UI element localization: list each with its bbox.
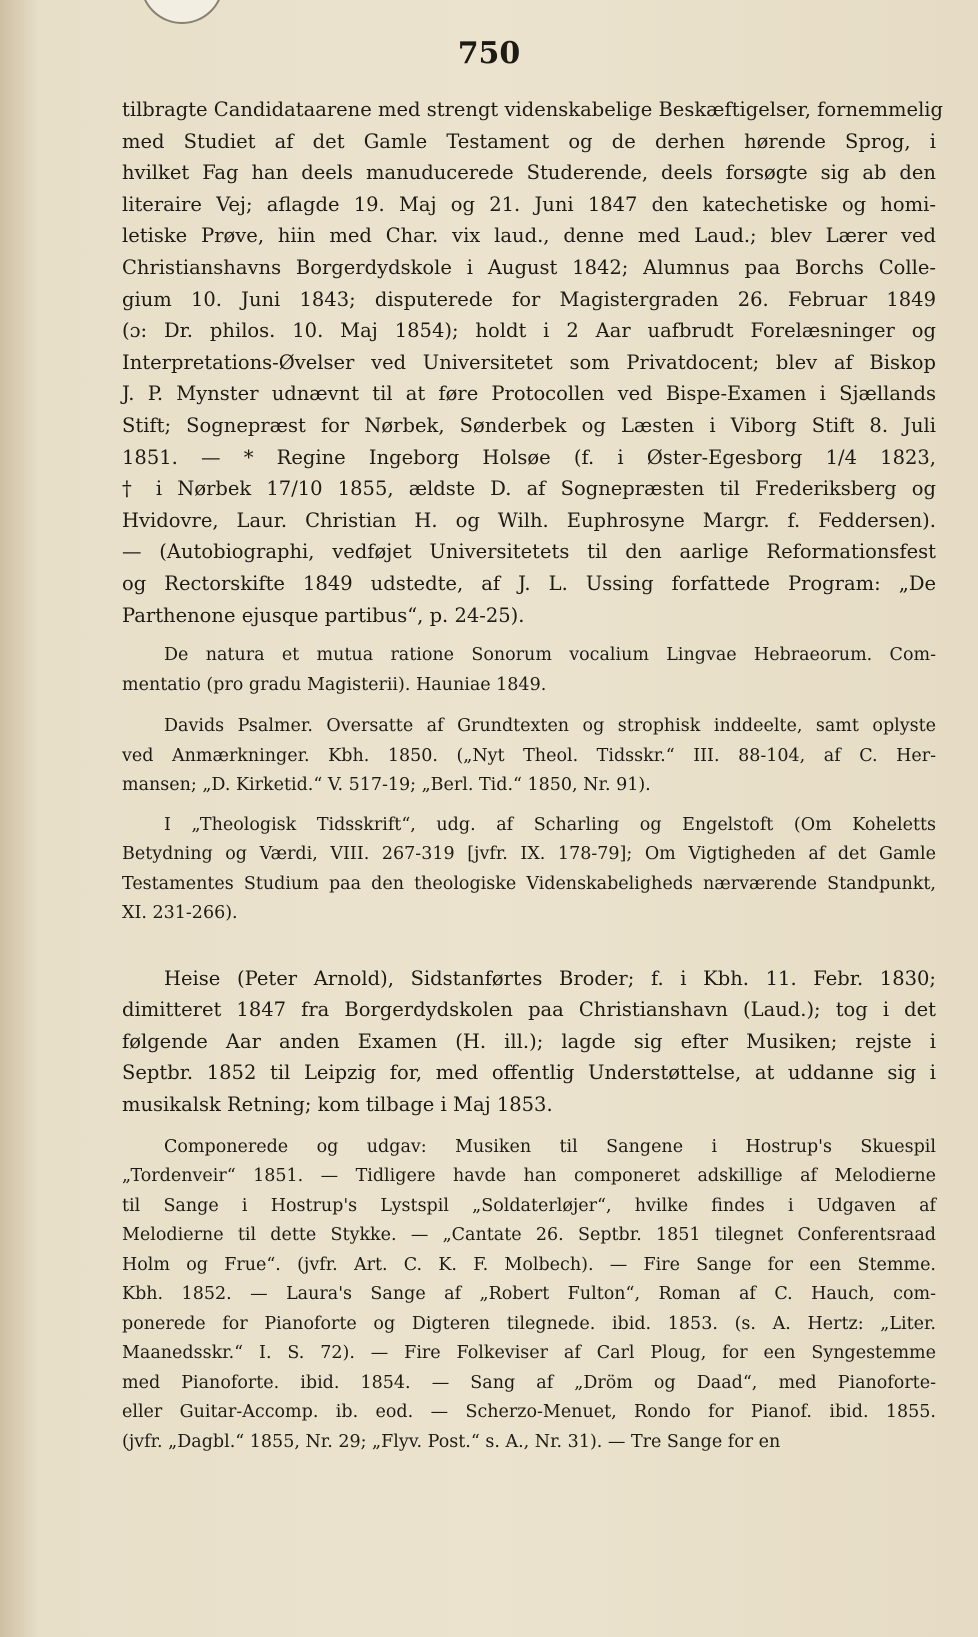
page-text	[122, 94, 944, 1457]
paragraph-work-davids-psalmer	[122, 712, 936, 801]
text-line: Hvidovre, Laur. Christian H. og Wilh. Euphrosyne Margr. f. Feddersen).	[122, 508, 936, 532]
text-line: De natura et mutua ratione Sonorum vocalium Lingvae Hebraeorum. Com-	[164, 645, 936, 666]
paragraph-work-theologisk-tidsskrift	[122, 811, 936, 929]
text-line: Holm og Frue“. (jvfr. Art. C. K. F. Molbech). — Fire Sange for een Stemme.	[122, 1254, 936, 1275]
paragraph-gap	[122, 700, 936, 712]
paragraph-gap	[122, 631, 936, 641]
text-line: Testamentes Studium paa den theologiske Videnskabeligheds nærværende Standpunkt,	[122, 873, 936, 894]
text-line: literaire Vej; aflagde 19. Maj og 21. Juni 1847 den katechetiske og homi-	[122, 192, 936, 216]
paragraph-heise-works	[122, 1133, 936, 1458]
text-line: Betydning og Værdi, VIII. 267-319 [jvfr. IX. 178-79]; Om Vigtigheden af det Gamle	[122, 844, 936, 865]
text-line: Maanedsskr.“ I. S. 72). — Fire Folkeviser af Carl Ploug, for een Syngestemme	[122, 1343, 936, 1364]
text-line: Christianshavns Borgerdydskole i August 1842; Alumnus paa Borchs Colle-	[122, 255, 936, 279]
text-line: ponerede for Pianoforte og Digteren tilegnede. ibid. 1853. (s. A. Hertz: „Liter.	[122, 1313, 936, 1334]
text-line: Septbr. 1852 til Leipzig for, med offentlig Understøttelse, at uddanne sig i	[122, 1061, 936, 1085]
text-line: (jvfr. „Dagbl.“ 1855, Nr. 29; „Flyv. Post.“ s. A., Nr. 31). — Tre Sange for en	[122, 1431, 781, 1452]
page-number: 750	[457, 36, 521, 71]
paragraph-work-de-natura	[122, 641, 936, 700]
paragraph-heise-entry	[122, 963, 936, 1121]
text-line: † i Nørbek 17/10 1855, ældste D. af Sognepræsten til Frederiksberg og	[122, 477, 936, 501]
text-line: eller Guitar-Accomp. ib. eod. — Scherzo-Menuet, Rondo for Pianof. ibid. 1855.	[122, 1402, 936, 1423]
text-line: letiske Prøve, hiin med Char. vix laud., denne med Laud.; blev Lærer ved	[122, 224, 936, 248]
text-line: hvilket Fag han deels manuducerede Studerende, deels forsøgte sig ab den	[122, 161, 936, 185]
text-line: Kbh. 1852. — Laura's Sange af „Robert Fulton“, Roman af C. Hauch, com-	[122, 1284, 936, 1305]
text-line: gium 10. Juni 1843; disputerede for Magistergraden 26. Februar 1849	[122, 287, 936, 311]
text-line: mentatio (pro gradu Magisterii). Hauniae 1849.	[122, 674, 547, 695]
text-line: og Rectorskifte 1849 udstedte, af J. L. Ussing forfattede Program: „De	[122, 571, 936, 595]
text-line: Heise (Peter Arnold), Sidstanførtes Broder; f. i Kbh. 11. Febr. 1830;	[164, 966, 936, 990]
text-line: Melodierne til dette Stykke. — „Cantate 26. Septbr. 1851 tilegnet Conferentsraad	[122, 1225, 936, 1246]
text-line: følgende Aar anden Examen (H. ill.); lagde sig efter Musiken; rejste i	[122, 1029, 936, 1053]
text-line: Parthenone ejusque partibus“, p. 24-25).	[122, 603, 525, 627]
text-line: (ɔ: Dr. philos. 10. Maj 1854); holdt i 2 Aar uafbrudt Forelæsninger og	[122, 319, 936, 343]
paragraph-bio-continued	[122, 94, 944, 631]
text-line: musikalsk Retning; kom tilbage i Maj 1853.	[122, 1092, 553, 1116]
paragraph-gap	[122, 801, 936, 811]
text-line: med Studiet af det Gamle Testament og de derhen hørende Sprog, i	[122, 129, 936, 153]
paragraph-gap	[122, 1121, 936, 1133]
text-line: J. P. Mynster udnævnt til at føre Protocollen ved Bispe-Examen i Sjællands	[122, 382, 936, 406]
text-line: mansen; „D. Kirketid.“ V. 517-19; „Berl. Tid.“ 1850, Nr. 91).	[122, 775, 651, 796]
paragraph-gap	[122, 929, 936, 963]
text-line: 1851. — * Regine Ingeborg Holsøe (f. i Øster-Egesborg 1/4 1823,	[122, 445, 936, 469]
text-line: Interpretations-Øvelser ved Universitetet som Privatdocent; blev af Biskop	[122, 350, 936, 374]
library-stamp-mark	[140, 0, 224, 24]
text-line: „Tordenveir“ 1851. — Tidligere havde han componeret adskillige af Melodierne	[122, 1166, 936, 1187]
text-line: ved Anmærkninger. Kbh. 1850. („Nyt Theol. Tidsskr.“ III. 88-104, af C. Her-	[122, 745, 936, 766]
text-line: XI. 231-266).	[122, 903, 238, 924]
text-line: til Sange i Hostrup's Lystspil „Soldaterløjer“, hvilke findes i Udgaven af	[122, 1195, 936, 1216]
text-line: Davids Psalmer. Oversatte af Grundtexten og strophisk inddeelte, samt oplyste	[164, 716, 936, 737]
text-line: I „Theologisk Tidsskrift“, udg. af Scharling og Engelstoft (Om Koheletts	[164, 814, 936, 835]
text-line: med Pianoforte. ibid. 1854. — Sang af „Dröm og Daad“, med Pianoforte-	[122, 1372, 936, 1393]
text-line: tilbragte Candidataarene med strengt videnskabelige Beskæftigelser, fornemmelig	[122, 98, 944, 121]
text-line: Componerede og udgav: Musiken til Sangene i Hostrup's Skuespil	[164, 1136, 936, 1157]
text-line: Stift; Sognepræst for Nørbek, Sønderbek og Læsten i Viborg Stift 8. Juli	[122, 413, 936, 437]
text-line: — (Autobiographi, vedføjet Universitetets til den aarlige Reformationsfest	[122, 540, 936, 564]
text-line: dimitteret 1847 fra Borgerdydskolen paa Christianshavn (Laud.); tog i det	[122, 998, 936, 1022]
